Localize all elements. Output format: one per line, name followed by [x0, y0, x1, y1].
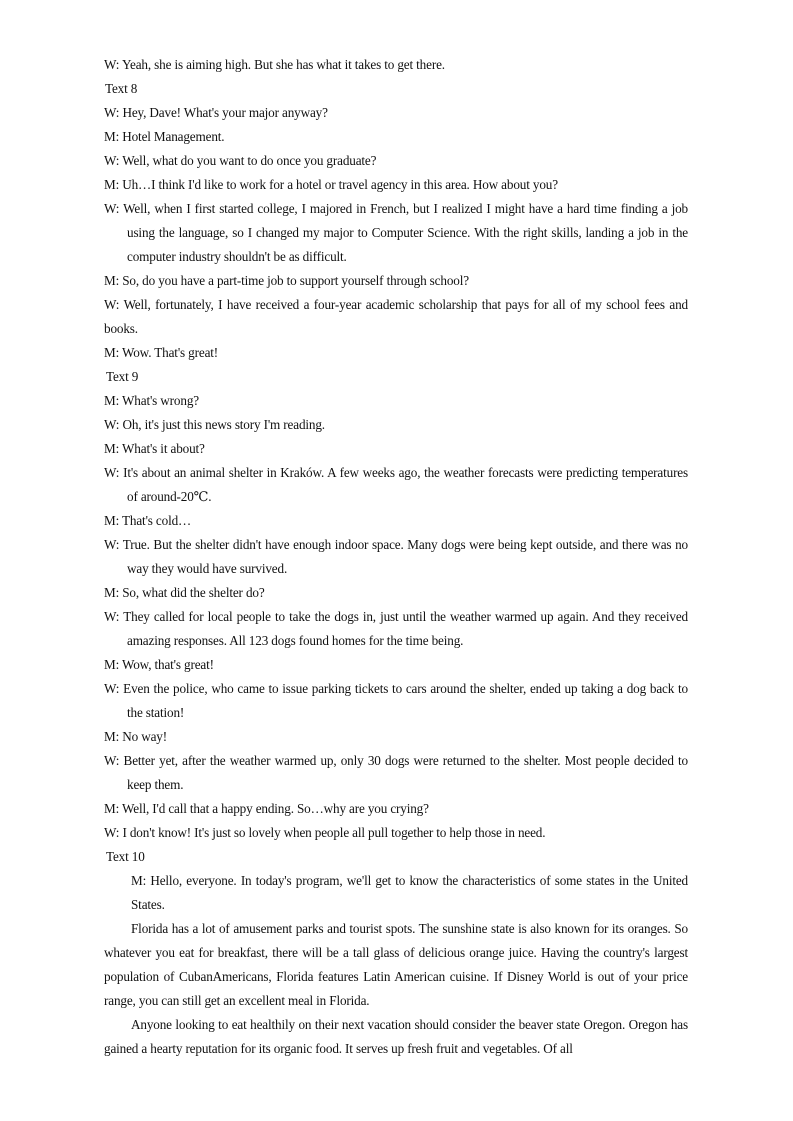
paragraph: Anyone looking to eat healthily on their next vacation should consider the beaver state Oregon. Oregon has gained a hearty reputation for its organic food. It serves up fresh fruit and vegetables. Of all: [104, 1017, 688, 1056]
dialogue-line: M: So, what did the shelter do?: [104, 585, 265, 600]
transcript-body: [104, 53, 688, 1061]
dialogue-line: W: Oh, it's just this news story I'm reading.: [104, 417, 325, 432]
dialogue-line: M: Hello, everyone. In today's program, we'll get to know the characteristics of some states in the United States.: [131, 873, 688, 912]
dialogue-line: M: Well, I'd call that a happy ending. So…why are you crying?: [104, 801, 429, 816]
dialogue-line: M: Uh…I think I'd like to work for a hotel or travel agency in this area. How about you?: [104, 177, 558, 192]
section-heading-text-9: Text 9: [106, 369, 139, 384]
dialogue-line: W: Well, when I first started college, I majored in French, but I realized I might have a hard time finding a job using the language, so I changed my major to Computer Science. With the right skills, landing a job in the computer industry shouldn't be as difficult.: [104, 201, 688, 264]
dialogue-line: M: Wow, that's great!: [104, 657, 214, 672]
dialogue-line: W: Well, fortunately, I have received a four-year academic scholarship that pays for all of my school fees and books.: [104, 297, 688, 336]
dialogue-line: M: That's cold…: [104, 513, 192, 528]
dialogue-line: W: Even the police, who came to issue parking tickets to cars around the shelter, ended up taking a dog back to the station!: [104, 681, 688, 720]
dialogue-line: M: What's it about?: [104, 441, 205, 456]
dialogue-line: W: Better yet, after the weather warmed up, only 30 dogs were returned to the shelter. Most people decided to keep them.: [104, 753, 688, 792]
section-heading-text-8: Text 8: [105, 81, 138, 96]
dialogue-line: M: So, do you have a part-time job to support yourself through school?: [104, 273, 469, 288]
dialogue-line: M: Wow. That's great!: [104, 345, 219, 360]
section-heading-text-10: Text 10: [106, 849, 145, 864]
dialogue-line: M: Hotel Management.: [104, 129, 225, 144]
dialogue-line: W: Well, what do you want to do once you graduate?: [104, 153, 377, 168]
dialogue-line: W: It's about an animal shelter in Kraków. A few weeks ago, the weather forecasts were predicting temperatures of around-20℃.: [104, 465, 688, 504]
dialogue-line: W: I don't know! It's just so lovely when people all pull together to help those in need.: [104, 825, 546, 840]
dialogue-line: W: Yeah, she is aiming high. But she has what it takes to get there.: [104, 57, 445, 72]
paragraph: Florida has a lot of amusement parks and tourist spots. The sunshine state is also known for its oranges. So whatever you eat for breakfast, there will be a tall glass of delicious orange juice. Having the country's largest population of CubanAmericans, Florida features Latin American cuisine. If Disney World is out of your price range, you can still get an excellent meal in Florida.: [104, 921, 688, 1008]
dialogue-line: M: What's wrong?: [104, 393, 199, 408]
dialogue-line: M: No way!: [104, 729, 167, 744]
dialogue-line: W: True. But the shelter didn't have enough indoor space. Many dogs were being kept outside, and there was no way they would have survived.: [104, 537, 688, 576]
dialogue-line: W: They called for local people to take the dogs in, just until the weather warmed up again. And they received amazing responses. All 123 dogs found homes for the time being.: [104, 609, 688, 648]
dialogue-line: W: Hey, Dave! What's your major anyway?: [104, 105, 328, 120]
